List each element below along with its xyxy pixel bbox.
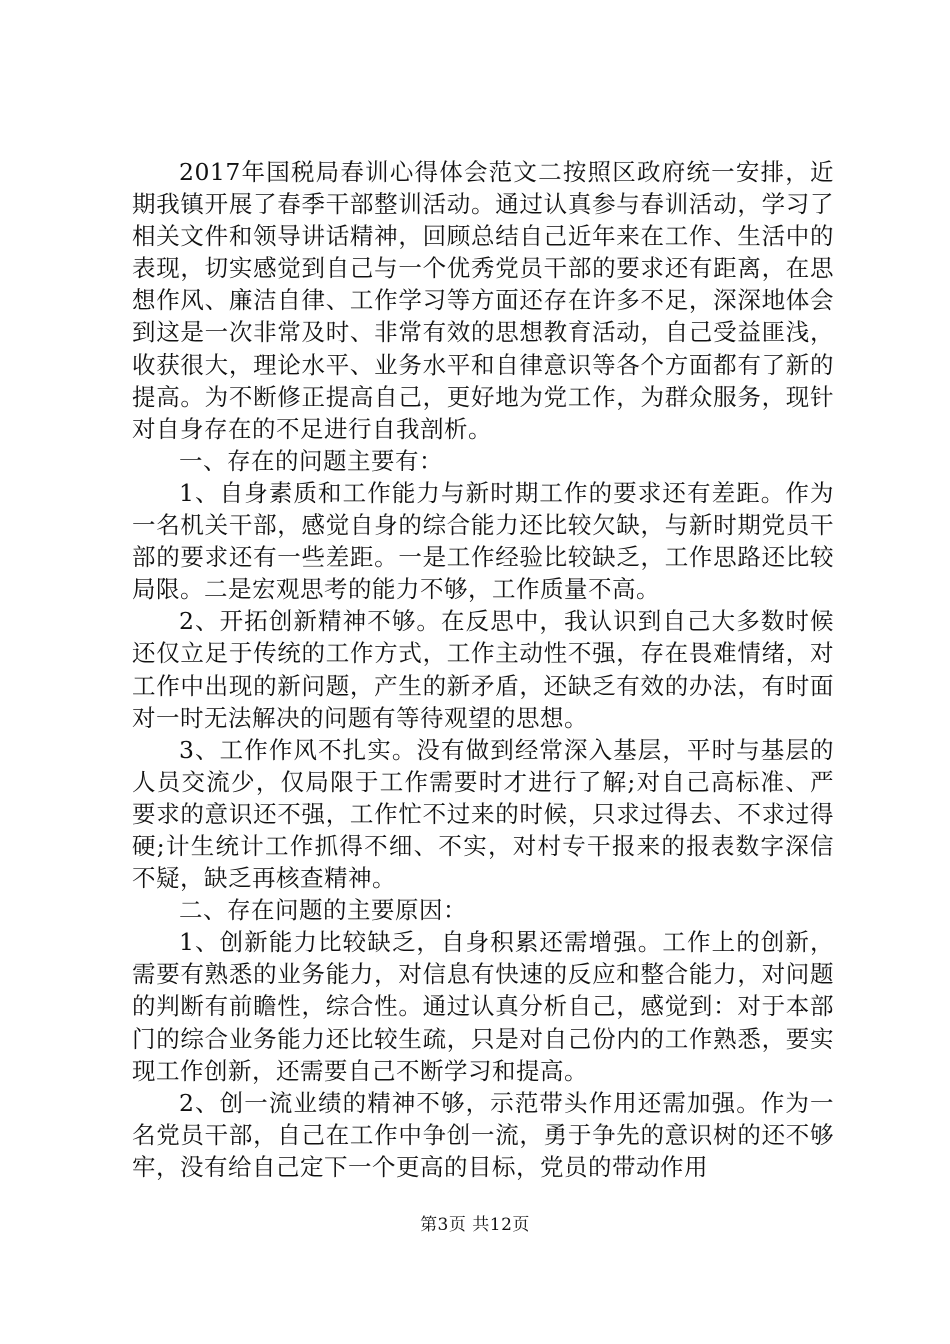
paragraph-cause-1: 1、创新能力比较缺乏，自身积累还需增强。工作上的创新，需要有熟悉的业务能力，对信息有快速的反应和整合能力，对问题的判断有前瞻性，综合性。通过认真分析自己，感觉到：对于本部门的综合业务能力还比较生疏，只是对自己份内的工作熟悉，要实现工作创新，还需要自己不断学习和提高。 [132,928,834,1085]
page-number: 第3页 共12页 [420,1215,530,1235]
paragraph-problem-1: 1、自身素质和工作能力与新时期工作的要求还有差距。作为一名机关干部，感觉自身的综合能力还比较欠缺，与新时期党员干部的要求还有一些差距。一是工作经验比较缺乏，工作思路还比较局限。二是宏观思考的能力不够，工作质量不高。 [132,478,834,604]
heading-causes: 二、存在问题的主要原因： [179,896,467,925]
paragraph-cause-2: 2、创一流业绩的精神不够，示范带头作用还需加强。作为一名党员干部，自己在工作中争创一流，勇于争先的意识树的还不够牢，没有给自己定下一个更高的目标，党员的带动作用 [132,1088,834,1181]
paragraph-problem-3: 3、工作作风不扎实。没有做到经常深入基层，平时与基层的人员交流少，仅局限于工作需要时才进行了解;对自己高标准、严要求的意识还不强，工作忙不过来的时候，只求过得去、不求过得硬;计生统计工作抓得不细、不实，对村专干报来的报表数字深信不疑，缺乏再核查精神。 [132,735,834,893]
heading-problems: 一、存在的问题主要有： [179,446,443,475]
document-body [132,156,834,1183]
paragraph-problem-2: 2、开拓创新精神不够。在反思中，我认识到自己大多数时候还仅立足于传统的工作方式，工作主动性不强，存在畏难情绪，对工作中出现的新问题，产生的新矛盾，还缺乏有效的办法，有时面对一时无法解决的问题有等待观望的思想。 [132,607,834,732]
paragraph-intro: 2017年国税局春训心得体会范文二按照区政府统一安排，近期我镇开展了春季干部整训活动。通过认真参与春训活动，学习了相关文件和领导讲话精神，回顾总结自己近年来在工作、生活中的表现，切实感觉到自己与一个优秀党员干部的要求还有距离，在思想作风、廉洁自律、工作学习等方面还存在许多不足，深深地体会到这是一次非常及时、非常有效的思想教育活动，自己受益匪浅，收获很大，理论水平、业务水平和自律意识等各个方面都有了新的提高。为不断修正提高自己，更好地为党工作，为群众服务，现针对自身存在的不足进行自我剖析。 [132,158,834,443]
